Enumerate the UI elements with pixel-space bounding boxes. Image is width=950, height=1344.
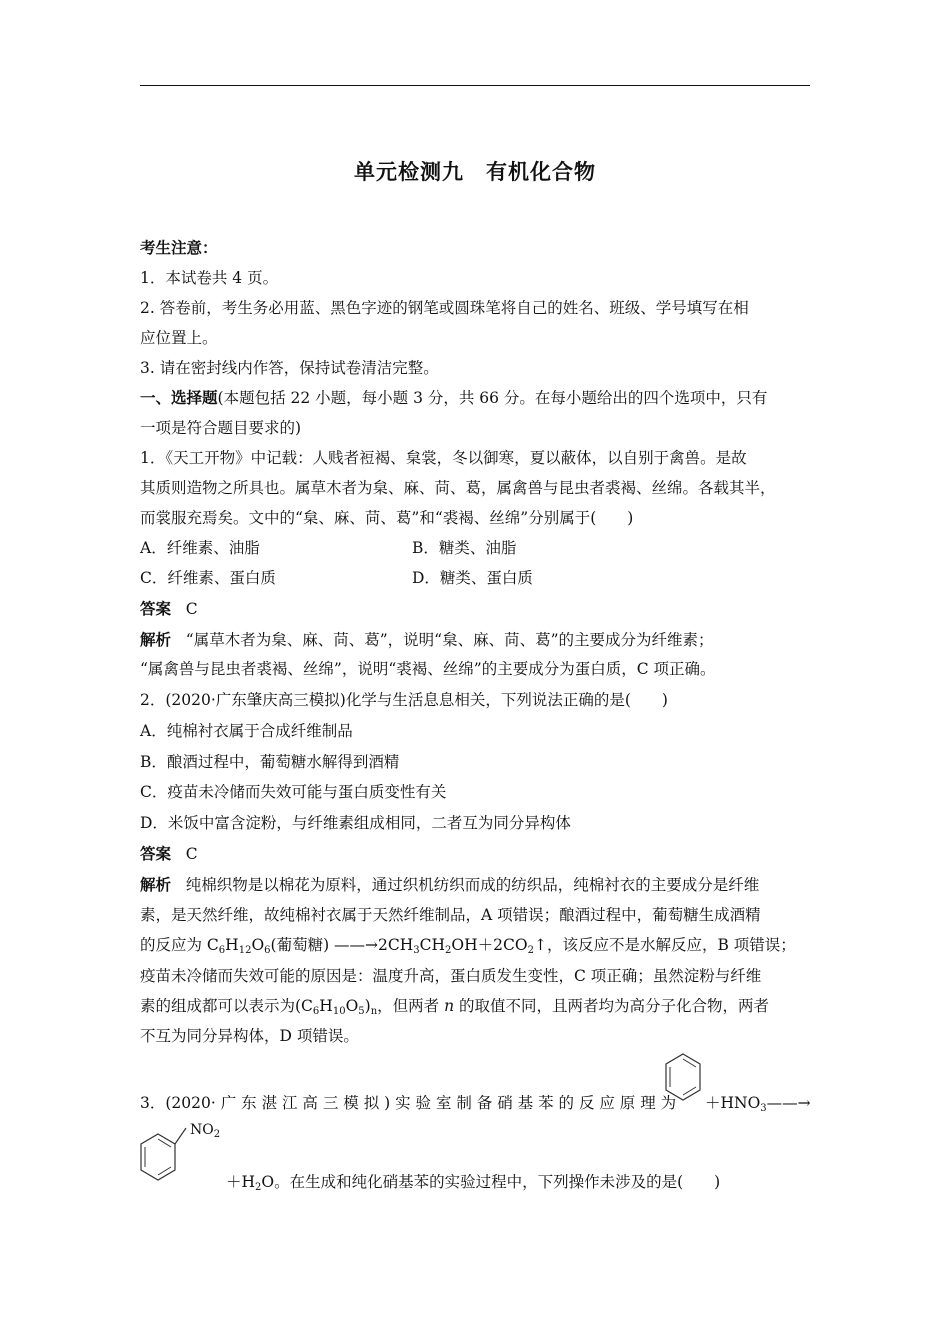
notice-item-1: 1．本试卷共 4 页。 bbox=[140, 269, 279, 287]
q2-analysis-label: 解析 bbox=[140, 876, 172, 894]
section-heading-line bbox=[140, 388, 767, 408]
q1-answer: C bbox=[185, 600, 198, 618]
q2-analysis-a: 纯棉织物是以棉花为原料，通过织机纺织而成的纺织品，纯棉衬衣的主要成分是纤维 bbox=[185, 876, 760, 894]
q1-answer-line bbox=[140, 599, 198, 619]
q1-stem-b: 其质则造物之所具也。属草木者为枲、麻、苘、葛，属禽兽与昆虫者裘褐、丝绵。各载其半， bbox=[140, 479, 776, 497]
q1-option-a: A．纤维素、油脂 bbox=[140, 539, 260, 557]
q2-option-a: A．纯棉衬衣属于合成纤维制品 bbox=[140, 722, 353, 740]
q2-analysis-b: 素，是天然纤维，故纯棉衬衣属于天然纤维制品，A 项错误；酿酒过程中，葡萄糖生成酒精 bbox=[140, 906, 761, 924]
benzene-ring-icon bbox=[663, 1050, 703, 1110]
section-desc-a: (本题包括 22 小题，每小题 3 分，共 66 分。在每小题给出的四个选项中，只有 bbox=[217, 389, 768, 407]
q1-analysis-a: “属草木者为枲、麻、苘、葛”，说明“枲、麻、苘、葛”的主要成分为纤维素； bbox=[185, 631, 714, 649]
q3-reactant-hno3: $+HNO_3——\to$ bbox=[705, 1094, 811, 1114]
nitro-group-label: $NO_2$ bbox=[190, 1122, 221, 1140]
q1-option-b: B．糖类、油脂 bbox=[412, 539, 517, 557]
q1-answer-label: 答案 bbox=[140, 600, 172, 618]
notice-item-2a: 2. 答卷前，考生务必用蓝、黑色字迹的钢笔或圆珠笔将自己的姓名、班级、学号填写在相 bbox=[140, 299, 749, 317]
reaction-arrow: ——→ bbox=[766, 1094, 811, 1112]
section-heading: 一、选择题 bbox=[140, 389, 218, 407]
nitrobenzene-ring-icon bbox=[138, 1118, 188, 1190]
q2-option-c: C．疫苗未冷储而失效可能与蛋白质变性有关 bbox=[140, 783, 447, 801]
notice-heading: 考生注意： bbox=[140, 239, 218, 257]
q1-stem-c: 而裳服充焉矣。文中的“枲、麻、苘、葛”和“裘褐、丝绵”分别属于( ) bbox=[140, 509, 634, 527]
q2-analysis-c: 的反应为 $C_6H_{12}O_6$(葡萄糖) $——\to 2CH_3CH_2OH+2CO_2↑$，该反应不是水解反应，B 项错误； bbox=[140, 936, 796, 956]
q2-analysis-d: 疫苗未冷储而失效可能的原因是：温度升高，蛋白质发生变性，C 项正确；虽然淀粉与纤维 bbox=[140, 967, 762, 985]
page-title: 单元检测九 有机化合物 bbox=[354, 160, 596, 184]
q1-analysis-label: 解析 bbox=[140, 631, 172, 649]
q3-stem-a: 3．(2020· 广 东 湛 江 高 三 模 拟 ) 实 验 室 制 备 硝 基 苯 的 反 应 原 理 为 bbox=[140, 1094, 677, 1112]
q2-option-b: B．酿酒过程中，葡萄糖水解得到酒精 bbox=[140, 753, 400, 771]
q1-option-d: D．糖类、蛋白质 bbox=[412, 569, 533, 587]
header-rule bbox=[140, 85, 810, 86]
q1-analysis-a-line bbox=[140, 630, 714, 650]
section-desc-b: 一项是符合题目要求的) bbox=[140, 419, 302, 437]
q2-stem: 2．(2020·广东肇庆高三模拟)化学与生活息息相关，下列说法正确的是( ) bbox=[140, 691, 668, 709]
q2-answer: C bbox=[185, 845, 198, 863]
notice-item-3: 3. 请在密封线内作答，保持试卷清洁完整。 bbox=[140, 359, 439, 377]
q3-stem-b: $+H_2O$。在生成和纯化硝基苯的实验过程中，下列操作未涉及的是( ) bbox=[226, 1173, 721, 1193]
q2-analysis-e: 素的组成都可以表示为$(C_6H_{10}O_5)_n$，但两者 n 的取值不同，且两者均为高分子化合物，两者 bbox=[140, 997, 770, 1017]
q2-answer-line bbox=[140, 844, 198, 864]
q1-stem-a: 1．《天工开物》中记载：人贱者裋褐、枲裳，冬以御寒，夏以蔽体，以自别于禽兽。是故 bbox=[140, 449, 747, 467]
q2-analysis-f: 不互为同分异构体，D 项错误。 bbox=[140, 1027, 359, 1045]
q1-option-c: C．纤维素、蛋白质 bbox=[140, 569, 276, 587]
q2-answer-label: 答案 bbox=[140, 845, 172, 863]
q1-analysis-b: “属禽兽与昆虫者裘褐、丝绵”，说明“裘褐、丝绵”的主要成分为蛋白质，C 项正确。 bbox=[140, 660, 716, 678]
q2-option-d: D．米饭中富含淀粉，与纤维素组成相同，二者互为同分异构体 bbox=[140, 814, 571, 832]
notice-item-2b: 应位置上。 bbox=[140, 329, 218, 347]
q2-analysis-a-line bbox=[140, 875, 759, 895]
